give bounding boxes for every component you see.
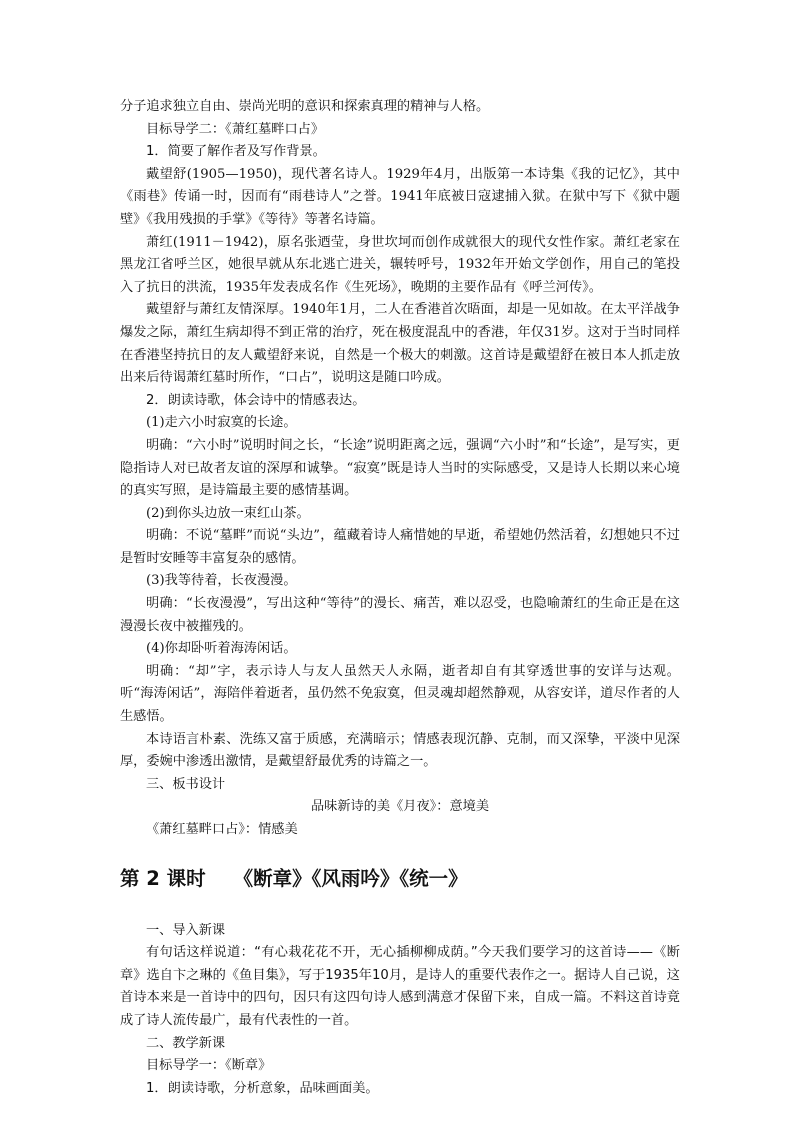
poem-line: (4)你却卧听着海涛闲话。	[146, 641, 297, 657]
answer-paragraph: 明确：“长夜漫漫”，写出这种“等待”的漫长、痛苦，难以忍受，也隐喻萧红的生命正是在这漫漫长夜中被摧残的。	[120, 596, 680, 634]
goal-heading: 目标导学一：《断章》	[146, 1058, 272, 1074]
poem-line: (1)走六小时寂寞的长途。	[146, 415, 297, 431]
section-heading: 三、板书设计	[146, 776, 226, 792]
numbered-item: 1．朗读诗歌，分析意象，品味画面美。	[146, 1080, 379, 1096]
answer-paragraph: 明确：不说“墓畔”而说“头边”，蕴藏着诗人痛惜她的早逝，希望她仍然活着，幻想她只不过是暂时安睡等丰富复杂的感情。	[120, 528, 680, 566]
paragraph-xiaohong: 萧红(1911－1942)，原名张迺莹，身世坎坷而创作成就很大的现代女性作家。萧红老家在黑龙江省呼兰区，她很早就从东北逃亡进关，辗转呼号，1932年开始文学创作，用自己的笔投入了抗日的洪流，1935年发表成名作《生死场》，晚期的主要作品有《呼兰河传》。	[120, 234, 680, 295]
intro-paragraph: 有句话这样说道：“有心栽花花不开，无心插柳柳成荫。”今天我们要学习的这首诗——《断章》选自卞之琳的《鱼目集》，写于1935年10月，是诗人的重要代表作之一。据诗人自己说，这首诗本来是一首诗中的四句，因只有这四句诗人感到满意才保留下来，自成一篇。不料这首诗竟成了诗人流传最广，最有代表性的一首。	[120, 945, 680, 1028]
board-line: 品味新诗的美《月夜》：意境美	[310, 799, 490, 815]
numbered-item: 2．朗读诗歌，体会诗中的情感表达。	[146, 392, 366, 408]
answer-paragraph: 明确：“却”字，表示诗人与友人虽然天人永隔，逝者却自有其穿透世事的安详与达观。听“海涛闲话”，海陪伴着逝者，虽仍然不免寂寞，但灵魂却超然静观，从容安详，道尽作者的人生感悟。	[120, 663, 680, 725]
section-heading: 一、导入新课	[146, 922, 226, 938]
lesson-title: 《断章》《风雨吟》《统一》	[233, 866, 468, 890]
paragraph-friendship: 戴望舒与萧红友情深厚。1940年1月，二人在香港首次晤面，却是一见如故。在太平洋战争爆发之际，萧红生病却得不到正常的治疗，死在极度混乱中的香港，年仅31岁。这对于当时同样在香港坚持抗日的友人戴望舒来说，自然是一个极大的刺激。这首诗是戴望舒在被日本人抓走放出来后待谒萧红墓时所作，“口占”，说明这是随口吟成。	[120, 302, 680, 386]
lesson-heading	[120, 866, 680, 892]
section-heading: 二、教学新课	[146, 1035, 226, 1051]
poem-line: (3)我等待着，长夜漫漫。	[146, 573, 297, 589]
summary-paragraph: 本诗语言朴素、洗练又富于质感，充满暗示；情感表现沉静、克制，而又深挚，平淡中见深厚，委婉中渗透出激情，是戴望舒最优秀的诗篇之一。	[120, 731, 680, 770]
paragraph-author: 戴望舒(1905—1950)，现代著名诗人。1929年4月，出版第一本诗集《我的记忆》，其中《雨巷》传诵一时，因而有“雨巷诗人”之誉。1941年底被日寇逮捕入狱。在狱中写下《狱中题壁》《我用残损的手掌》《等待》等著名诗篇。	[120, 166, 680, 227]
board-line: 《萧红墓畔口占》：情感美	[146, 822, 298, 837]
numbered-item: 1．简要了解作者及写作背景。	[146, 144, 326, 160]
answer-paragraph: 明确：“六小时”说明时间之长，“长途”说明距离之远，强调“六小时”和“长途”，是写实，更隐指诗人对已故者友谊的深厚和诚挚。“寂寞”既是诗人当时的实际感受，又是诗人长期以来心境的真实写照，是诗篇最主要的感情基调。	[120, 437, 680, 499]
goal-heading: 目标导学二：《萧红墓畔口占》	[146, 121, 325, 137]
document-page	[120, 96, 680, 1100]
lesson-number: 第 2 课时	[120, 866, 206, 890]
poem-line: (2)到你头边放一束红山茶。	[146, 505, 310, 521]
text-line: 分子追求独立自由、崇尚光明的意识和探索真理的精神与人格。	[120, 99, 490, 114]
